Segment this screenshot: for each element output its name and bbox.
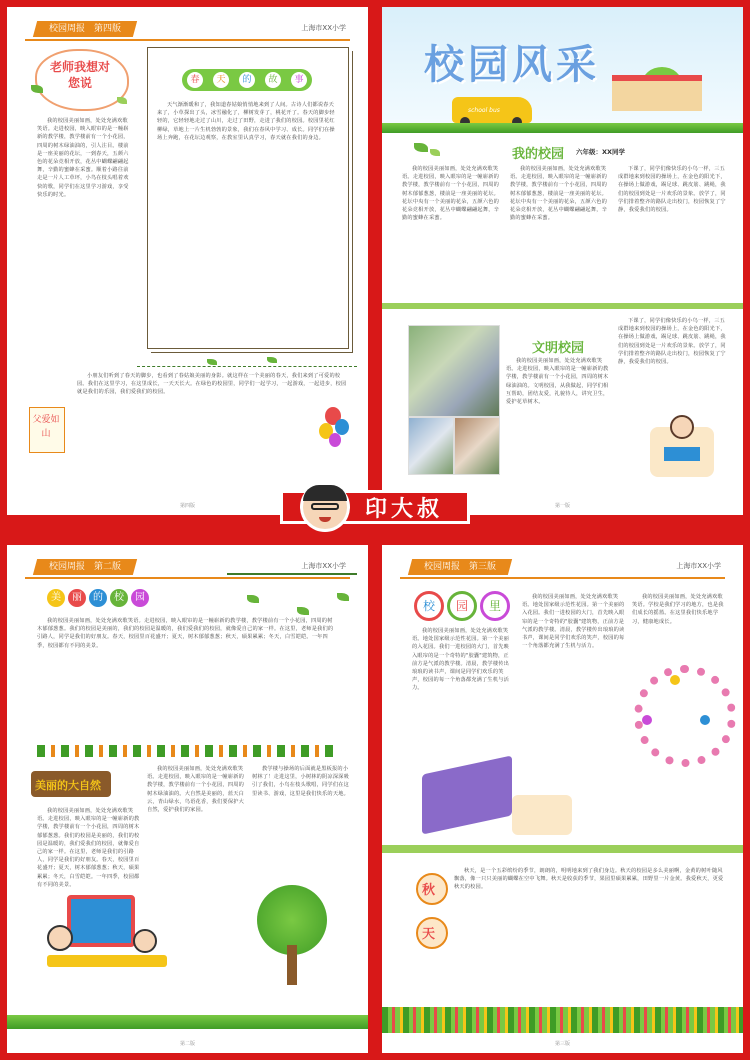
kid-head-icon <box>133 929 157 953</box>
section-title-campus <box>414 591 510 621</box>
brand-name: 印大叔 <box>365 496 444 522</box>
issue-tag: 校园周报 第四版 <box>33 21 137 37</box>
title-char: 天 <box>213 72 229 88</box>
grass-decoration <box>382 123 743 133</box>
mouth-icon <box>319 517 331 522</box>
book-icon <box>664 447 700 461</box>
page-footer: 第四版 <box>179 503 195 509</box>
leaf-decoration <box>414 143 428 152</box>
leaf-decoration <box>430 149 440 156</box>
campus-text-c: 我的校园美丽如画，处处充满欢歌笑语。学校是我们学习的地方，也是我们成长的摇篮。在这里我们快乐地学习，健康地成长。 <box>632 594 724 625</box>
title-char: 春 <box>187 72 203 88</box>
text-column-a: 我的校园美丽如画，处处充满欢歌笑语。走进校园，映入眼帘的是一幢崭新的教学楼，教学楼前有一个小花园，四周的树木郁郁葱葱，楼前是一座美丽的花坛。花坛中央有一个美丽的花朵，五颜六色的花朵竞相开放，花丛中蝴蝶翩翩起舞，辛勤的蜜蜂在采蜜。 <box>402 166 499 222</box>
text-column-e: 下课了，同学们像快乐的小鸟一样，三五成群地来到校园的操场上，在金色的阳光下，在操场上做游戏，踢足球、跳皮筋、跳绳，我们的校园到处是一片欢乐的景象。放学了，同学们排着整齐的路队走出校门，校园恢复了宁静，我爱我们的校园。 <box>618 318 726 366</box>
hair-icon <box>303 485 347 501</box>
leaf-decoration <box>297 607 309 615</box>
leaf-decoration <box>207 359 217 365</box>
balloon-icon <box>329 433 341 447</box>
page-header <box>400 559 725 579</box>
school-building <box>612 75 702 111</box>
title-char: 故 <box>265 72 281 88</box>
flower-icon <box>670 675 680 685</box>
text-column-d: 我的校园美丽如画，处处充满欢歌笑语。走进校园，映入眼帘的是一幢崭新的教学楼，教学楼前有一个小花园，四周的树木绿油油的。文明校园，从我做起，同学们相互帮助，团结友爱，礼貌待人，讲究卫生，爱护花草树木。 <box>506 358 609 406</box>
story-title <box>182 69 312 91</box>
autumn-title-char: 秋 <box>422 883 436 898</box>
masthead-title: 校园风采 <box>424 41 600 88</box>
title-char: 的 <box>89 589 107 607</box>
flower-icon <box>642 715 652 725</box>
text-column-c: 下课了，同学们像快乐的小鸟一样，三五成群地来到校园的操场上，在金色的阳光下，在操场上做游戏，踢足球、跳皮筋、跳绳，我们的校园到处是一片欢乐的景象。放学了，同学们排着整齐的路队走出校门，校园恢复了宁静，我爱我们的校园。 <box>618 166 726 214</box>
leaf-decoration <box>117 97 127 104</box>
section-title-nature: 美丽的大自然 <box>35 779 101 792</box>
avatar-face-icon <box>301 483 349 531</box>
leaf-decoration <box>31 85 43 93</box>
vine-decoration <box>137 352 357 367</box>
intro-text: 我的校园美丽如画，处处充满欢歌笑语。走进校园，映入眼帘的是一幢崭新的教学楼，教学楼前有一个小花园，四周的树木绿油油的，引人注目。楼前是一座美丽的花坛，一到春天，五颜六色的花朵竞相开放，花丛中蝴蝶翩翩起舞，辛勤的蜜蜂在采蜜。顺着小路往前走是一片人工草坪，小鸟在枝头唱着欢快的歌，同学们在这里学习游戏，享受快乐的时光。 <box>37 118 129 198</box>
campus-text: 我的校园美丽如画，处处充满欢歌笑语。走进校园，映入眼帘的是一幢崭新的教学楼，教学楼前有一个小花园，四周的树木郁郁葱葱。我们的校园是美丽的，我们的校园是温暖的，我们爱我们的校园，就像爱自己的家一样。在这里，老师是我们的引路人，同学是我们的好朋友。春天，校园里百花盛开；夏天，树木郁郁葱葱；秋天，硕果累累；冬天，白雪皑皑。一年四季，校园都有不同的美景。 <box>37 618 334 649</box>
leaf-decoration <box>267 357 277 363</box>
story-text: 天气渐渐暖和了，我知道春姑娘悄悄地来到了人间。古诗人们都说春天来了，小草探出了头，冰雪融化了，柳树发芽了，桃花开了。春天的脚步轻轻的，它轻轻地走过了山川，走过了田野，走进了我们的校园。校园里花红柳绿，草地上一片生机勃勃的景象，我们在春风中学习、成长。同学们在操场上奔跑，在花坛边观察，在教室里认真学习，春天就在我们的身边。 <box>157 102 335 141</box>
campus-photo <box>408 417 454 475</box>
bottom-text: 小朋友们听到了春天的脚步，也看到了春姑娘美丽的身影。就这样在一个美丽的春天，我们来到了可爱的校园。我们在这里学习，在这里成长，一天天长大。在绿色的校园里，同学们一起学习，一起游戏，一起进步，校园就是我们的乐园，我们爱我们的校园。 <box>77 373 347 396</box>
leaf-decoration <box>247 595 259 603</box>
tree-trunk <box>287 945 297 985</box>
campus-photo <box>408 325 500 417</box>
campus-photo <box>454 417 500 475</box>
school-name: 上海市XX小学 <box>301 24 346 32</box>
children-illustration <box>512 795 572 835</box>
desk-icon <box>47 955 167 967</box>
kid-head-icon <box>47 925 73 951</box>
nature-text-left: 我的校园美丽如画，处处充满欢歌笑语。走进校园，映入眼帘的是一幢崭新的教学楼，教学楼前有一个小花园，四周的树木郁郁葱葱。我们的校园是美丽的，我们的校园是温暖的，我们爱我们的校园，就像爱自己的家一样。在这里，老师是我们的引路人，同学是我们的好朋友。春天，校园里百花盛开；夏天，树木郁郁葱葱；秋天，硕果累累；冬天，白雪皑皑。一年四季，校园都有不同的美景。 <box>37 808 140 888</box>
page-header <box>25 21 350 41</box>
section-title-beautiful-campus <box>47 589 149 607</box>
title-char: 校 <box>414 591 444 621</box>
section-title-civilized-campus: 文明校园 <box>532 341 585 356</box>
title-char: 里 <box>480 591 510 621</box>
grass-decoration <box>382 845 743 853</box>
title-char: 校 <box>110 589 128 607</box>
campus-text-a: 我的校园美丽如画，处处充满欢歌笑语。地处国家级示范性花园。第一个美丽的入花园。我们一进校园的大门，首先映入眼帘的是一个奇特的"胶囊"建筑物，正前方是气派的教学楼。清晨，教学楼传出琅琅的读书声，课间是同学们欢乐的笑声，校园的每一个角落都充满了生机与活力。 <box>412 628 509 692</box>
grass-decoration <box>7 1015 368 1029</box>
grove-text: 教学楼与操场的后面就是黑板报的小树林了！走进这里，小树林的阴凉深深吸引了我们，小鸟在枝头歌唱，同学们在这里读书、游戏，这里是我们快乐的天地。 <box>252 766 349 797</box>
section-title-my-school: 我的校园 <box>512 147 565 162</box>
issue-tag: 校园周报 第三版 <box>408 559 512 575</box>
autumn-text: 秋天，是一个五彩缤纷的季节，朗朗的，明明地来到了我们身边。秋天的校园是多么美丽啊，金黄的树叶随风飘落，像一只只美丽的蝴蝶在空中飞舞。秋天是收获的季节，果园里硕果累累，田野里一片金黄。我爱秋天，更爱秋天的校园。 <box>454 868 724 891</box>
school-name: 上海市XX小学 <box>676 562 721 570</box>
tree-row <box>37 745 337 757</box>
title-char: 事 <box>291 72 307 88</box>
grass-decoration <box>382 303 743 309</box>
newsletter-page-2 <box>7 545 368 1053</box>
page-footer: 第二版 <box>179 1041 195 1047</box>
newsletter-page-1 <box>382 7 743 515</box>
brand-avatar <box>300 482 350 532</box>
school-name: 上海市XX小学 <box>301 562 346 570</box>
bus-label: school bus <box>468 107 500 114</box>
cloud-title: 老师我想对您说 <box>49 60 110 90</box>
child-head-icon <box>670 415 694 439</box>
flower-meadow <box>382 1007 743 1033</box>
nature-text: 我的校园美丽如画，处处充满欢歌笑语。走进校园，映入眼帘的是一幢崭新的教学楼，教学楼前有一个小花园，四周的树木绿油油的。大自然是美丽的，蓝天白云，青山绿水，鸟语花香，我们要保护大自然，爱护我们的家园。 <box>147 766 244 814</box>
class-info: 六年级：XX同学 <box>576 148 626 156</box>
page-footer: 第一版 <box>554 503 570 509</box>
parent-badge-text: 父爱如山 <box>32 415 60 439</box>
monitor-icon <box>67 895 135 947</box>
leaf-decoration <box>337 593 349 601</box>
text-column-b: 我的校园美丽如画，处处充满欢歌笑语。走进校园，映入眼帘的是一幢崭新的教学楼，教学楼前有一个小花园，四周的树木郁郁葱葱，楼前是一座美丽的花坛。花坛中央有一个美丽的花朵，五颜六色的花朵竞相开放，花丛中蝴蝶翩翩起舞，辛勤的蜜蜂在采蜜。 <box>510 166 607 222</box>
glasses-icon <box>311 503 339 510</box>
title-char: 园 <box>131 589 149 607</box>
page-footer: 第三版 <box>554 1041 570 1047</box>
autumn-title-char: 天 <box>422 927 436 942</box>
flower-icon <box>700 715 710 725</box>
title-char: 丽 <box>68 589 86 607</box>
campus-text-b: 我的校园美丽如画，处处充满欢歌笑语。地处国家级示范性花园。第一个美丽的入花园。我们一进校园的大门，首先映入眼帘的是一个奇特的"胶囊"建筑物，正前方是气派的教学楼。清晨，教学楼传出琅琅的读书声，课间是同学们欢乐的笑声，校园的每一个角落都充满了生机与活力。 <box>522 594 625 650</box>
issue-tag: 校园周报 第二版 <box>33 559 137 575</box>
newsletter-page-4 <box>7 7 368 515</box>
newsletter-page-3 <box>382 545 743 1053</box>
title-char: 的 <box>239 72 255 88</box>
title-char: 园 <box>447 591 477 621</box>
title-char: 美 <box>47 589 65 607</box>
